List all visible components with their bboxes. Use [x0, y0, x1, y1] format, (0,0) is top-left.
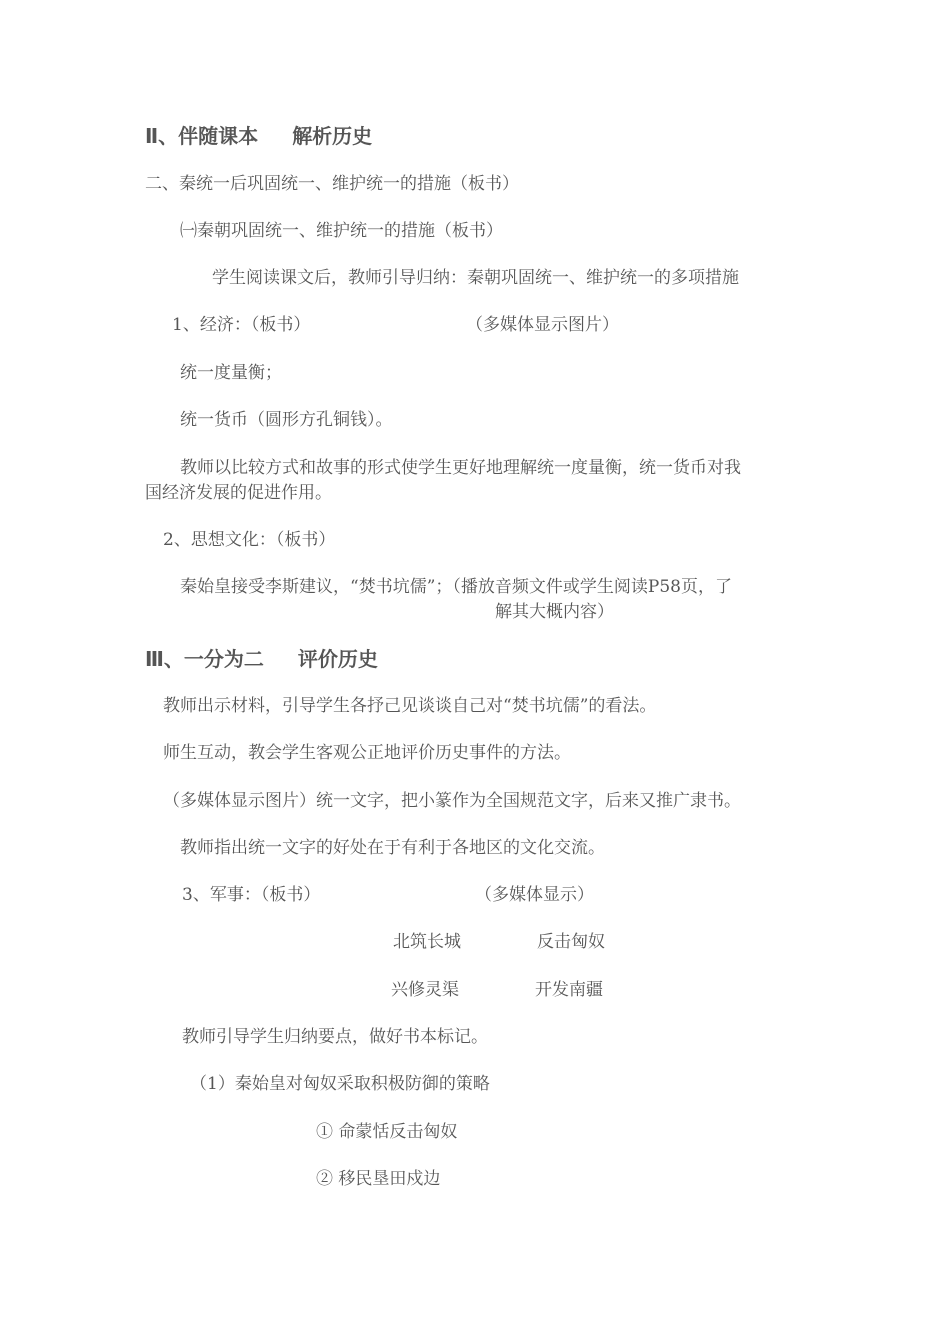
grid-repel-xiongnu: 反击匈奴: [537, 932, 605, 952]
economy-multimedia-note: （多媒体显示图片）: [466, 315, 619, 335]
grid-great-wall: 北筑长城: [393, 932, 461, 952]
section-heading-3-title: 评价历史: [297, 647, 378, 671]
section-heading-2-title: 解析历史: [292, 124, 373, 148]
paragraph-qin-measures: 二、秦统一后巩固统一、维护统一的措施（板书）: [145, 174, 519, 194]
paragraph-unify-script: （多媒体显示图片）统一文字，把小篆作为全国规范文字，后来又推广隶书。: [163, 791, 741, 811]
paragraph-teacher-compare-line1: 教师以比较方式和故事的形式使学生更好地理解统一度量衡，统一货币对我: [180, 458, 741, 478]
grid-lingqu-canal: 兴修灵渠: [391, 980, 459, 1000]
paragraph-student-reading: 学生阅读课文后，教师引导归纳：秦朝巩固统一、维护统一的多项措施: [212, 268, 739, 288]
paragraph-qin-consolidation: ㈠秦朝巩固统一、维护统一的措施（板书）: [180, 221, 503, 241]
section-heading-2: [145, 122, 372, 150]
military-label: 3、军事：（板书）: [182, 885, 321, 905]
paragraph-unify-measures: 统一度量衡；: [180, 363, 282, 383]
paragraph-interaction: 师生互动，教会学生客观公正地评价历史事件的方法。: [163, 743, 571, 763]
culture-label: 2、思想文化：（板书）: [163, 530, 336, 550]
paragraph-book-burning-line1: 秦始皇接受李斯建议，“焚书坑儒”；（播放音频文件或学生阅读P58页，了: [180, 577, 732, 597]
paragraph-summarize: 教师引导学生归纳要点，做好书本标记。: [182, 1027, 488, 1047]
paragraph-teacher-compare-line2: 国经济发展的促进作用。: [145, 483, 332, 503]
section-heading-2-numeral: Ⅱ、伴随课本: [145, 124, 259, 148]
list-item-mengtian: ① 命蒙恬反击匈奴: [316, 1122, 458, 1142]
paragraph-teacher-material: 教师出示材料，引导学生各抒己见谈谈自己对“焚书坑儒”的看法。: [163, 696, 657, 716]
section-heading-3-numeral: Ⅲ、一分为二: [145, 647, 264, 671]
list-item-migration: ② 移民垦田戍边: [316, 1169, 441, 1189]
paragraph-script-benefit: 教师指出统一文字的好处在于有利于各地区的文化交流。: [180, 838, 605, 858]
paragraph-book-burning-line2: 解其大概内容）: [495, 602, 614, 622]
military-multimedia-note: （多媒体显示）: [475, 885, 594, 905]
grid-develop-south: 开发南疆: [535, 980, 603, 1000]
section-heading-3: [145, 645, 378, 673]
paragraph-unify-currency: 统一货币（圆形方孔铜钱）。: [180, 410, 393, 430]
economy-label: 1、经济：（板书）: [172, 315, 311, 335]
paragraph-xiongnu-strategy: （1）秦始皇对匈奴采取积极防御的策略: [190, 1074, 490, 1094]
